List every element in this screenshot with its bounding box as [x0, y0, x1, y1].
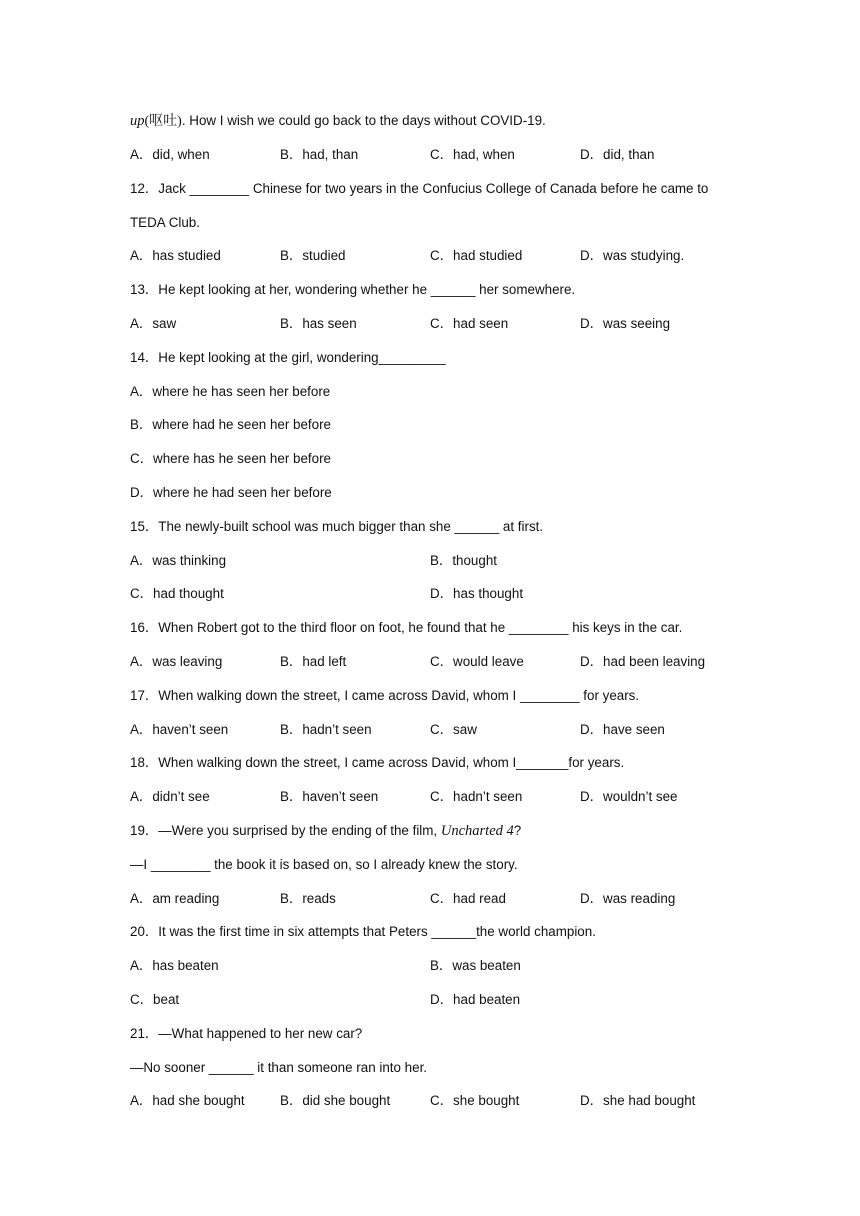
q11-option-d: D．did, than [580, 147, 655, 162]
q19-reply: —I ________ the book it is based on, so I already knew the story. [130, 857, 518, 872]
q18-option-d: D．wouldn’t see [580, 789, 678, 804]
q21-option-d: D．she had bought [580, 1093, 696, 1108]
q12-option-c: C．had studied [430, 248, 523, 263]
q15-stem: 15．The newly-built school was much bigger than she ______ at first. [130, 519, 544, 534]
q18-stem: 18．When walking down the street, I came across David, whom I_______for years. [130, 755, 625, 770]
q17-option-a: A．haven’t seen [130, 722, 229, 737]
q11-option-a: A．did, when [130, 147, 210, 162]
q15-option-b: B．thought [430, 553, 497, 568]
q12-stem-line1: 12．Jack ________ Chinese for two years in the Confucius College of Canada before he came to [130, 181, 709, 196]
q14-option-b: B．where had he seen her before [130, 417, 331, 432]
q18-option-b: B．haven’t seen [280, 789, 379, 804]
q21-reply: —No sooner ______ it than someone ran into her. [130, 1060, 428, 1075]
q20-option-c: C．beat [130, 992, 180, 1007]
q20-option-b: B．was beaten [430, 958, 521, 973]
q15-option-c: C．had thought [130, 586, 224, 601]
q20-stem: 20．It was the first time in six attempts that Peters ______the world champion. [130, 924, 596, 939]
q18-option-c: C．hadn’t seen [430, 789, 523, 804]
q17-option-b: B．hadn’t seen [280, 722, 372, 737]
q11-tail-line [130, 112, 546, 131]
q21-stem: 21．—What happened to her new car? [130, 1026, 363, 1041]
q20-option-a: A．has beaten [130, 958, 219, 973]
q16-option-d: D．had been leaving [580, 654, 706, 669]
q12-option-d: D．was studying. [580, 248, 685, 263]
q11-paren: (呕吐) [144, 114, 182, 129]
q16-option-a: A．was leaving [130, 654, 223, 669]
q19-stem [130, 822, 521, 840]
q18-option-a: A．didn’t see [130, 789, 210, 804]
q21-option-c: C．she bought [430, 1093, 520, 1108]
q19-stem-suffix: ? [513, 823, 522, 838]
q19-option-a: A．am reading [130, 891, 220, 906]
q20-option-d: D．had beaten [430, 992, 521, 1007]
q14-option-c: C．where has he seen her before [130, 451, 331, 466]
q13-stem: 13．He kept looking at her, wondering whether he ______ her somewhere. [130, 282, 576, 297]
q14-option-a: A．where he has seen her before [130, 384, 331, 399]
q19-option-b: B．reads [280, 891, 336, 906]
q13-option-c: C．had seen [430, 316, 509, 331]
q13-option-d: D．was seeing [580, 316, 671, 331]
q21-option-a: A．had she bought [130, 1093, 245, 1108]
q11-option-b: B．had, than [280, 147, 359, 162]
q16-option-b: B．had left [280, 654, 347, 669]
q13-option-a: A．saw [130, 316, 177, 331]
q17-option-d: D．have seen [580, 722, 665, 737]
q16-stem: 16．When Robert got to the third floor on foot, he found that he ________ his keys in the car. [130, 620, 683, 635]
q15-option-a: A．was thinking [130, 553, 227, 568]
q17-option-c: C．saw [430, 722, 477, 737]
q21-option-b: B．did she bought [280, 1093, 391, 1108]
q19-option-d: D．was reading [580, 891, 676, 906]
q19-film-title: Uncharted 4 [440, 823, 514, 839]
q19-stem-prefix: 19．—Were you surprised by the ending of the film, [130, 823, 441, 838]
q14-option-d: D．where he had seen her before [130, 485, 332, 500]
q17-stem: 17．When walking down the street, I came across David, whom I ________ for years. [130, 688, 640, 703]
q12-option-a: A．has studied [130, 248, 221, 263]
q12-option-b: B．studied [280, 248, 346, 263]
q13-option-b: B．has seen [280, 316, 357, 331]
q11-option-c: C．had, when [430, 147, 515, 162]
q15-option-d: D．has thought [430, 586, 524, 601]
q19-option-c: C．had read [430, 891, 506, 906]
q14-stem: 14．He kept looking at the girl, wondering_________ [130, 350, 446, 365]
q11-rest: . How I wish we could go back to the days without COVID-19. [181, 113, 546, 128]
q11-word: up [130, 113, 145, 129]
q16-option-c: C．would leave [430, 654, 524, 669]
q12-stem-line2: TEDA Club. [130, 215, 200, 230]
